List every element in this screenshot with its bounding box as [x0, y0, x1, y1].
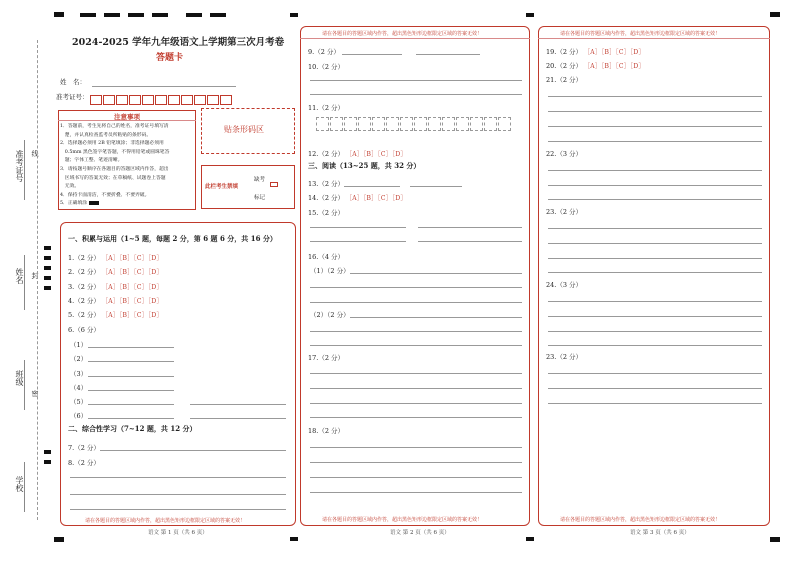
q23-label: 23.（2 分） — [546, 208, 583, 216]
answer-line[interactable] — [342, 54, 402, 55]
answer-line[interactable] — [548, 170, 762, 171]
page1-footer: 语文 第 1 页（共 6 页） — [148, 530, 208, 536]
answer-line[interactable] — [548, 345, 762, 346]
answer-line[interactable] — [344, 186, 400, 187]
answer-line[interactable] — [548, 199, 762, 200]
binding-line — [37, 40, 38, 520]
q5-options[interactable]: ［A］［B］［C］［D］ — [102, 312, 163, 319]
answer-line[interactable] — [190, 404, 286, 405]
answer-line[interactable] — [310, 94, 522, 95]
side-marker — [44, 460, 51, 464]
side-underline — [24, 140, 25, 200]
q15-label: 15.（2 分） — [308, 209, 345, 217]
answer-line[interactable] — [310, 345, 522, 346]
absent-checkbox[interactable] — [270, 182, 278, 187]
q18-label: 18.（2 分） — [308, 427, 345, 435]
side-xian: 线 — [31, 150, 39, 157]
side-mi: 密 — [31, 390, 39, 397]
answer-line[interactable] — [548, 126, 762, 127]
page-title: 2024-2025 学年九年级语文上学期第三次月考卷 — [72, 37, 285, 48]
note-item: 1．答题前，考生先将自己的姓名，准考证号填写清 — [60, 124, 169, 129]
section1-title: 一、积累与运用（1~5 题，每题 2 分，第 6 题 6 分，共 16 分） — [68, 234, 277, 243]
answer-line[interactable] — [548, 185, 762, 186]
panel3-notice-top: 请在各题目的答题区域内作答，超出黑色矩形边框限定区域的答案无效！ — [560, 31, 721, 37]
q6-sub6: （6） — [70, 412, 88, 420]
q6-sub3: （3） — [70, 370, 88, 378]
answer-line[interactable] — [310, 302, 522, 303]
answer-line[interactable] — [88, 361, 174, 362]
alignment-marker — [186, 13, 202, 17]
answer-line[interactable] — [88, 347, 174, 348]
note-item: 4．保持卡面清洁，不要折叠、不要弄破。 — [60, 192, 150, 198]
page2-footer: 语文 第 2 页（共 6 页） — [390, 530, 450, 536]
answer-line[interactable] — [70, 509, 286, 510]
alignment-marker — [526, 13, 534, 17]
side-marker — [44, 256, 51, 260]
q21-label: 21.（2 分） — [546, 76, 583, 84]
answer-line[interactable] — [310, 403, 522, 404]
q14-options[interactable]: ［A］［B］［C］［D］ — [346, 195, 407, 202]
side-xuexiao: 学校 — [15, 476, 24, 492]
note-item: 区域书写的答案无效；在草稿纸、试题卷上答题 — [60, 175, 166, 181]
answer-line[interactable] — [88, 418, 174, 419]
q2-label: 2.（2 分） — [68, 268, 100, 276]
answer-line[interactable] — [88, 404, 174, 405]
answer-panel-2 — [300, 26, 530, 526]
side-underline — [24, 360, 25, 410]
side-banji: 班级 — [15, 370, 24, 386]
answer-line[interactable] — [190, 418, 286, 419]
answer-line[interactable] — [310, 492, 522, 493]
alignment-marker — [210, 13, 226, 17]
q6-sub5: （5） — [70, 398, 88, 406]
note-item-text: 5．正确填涂 — [60, 201, 88, 207]
note-item — [60, 200, 169, 209]
answer-line[interactable] — [548, 403, 762, 404]
answer-line[interactable] — [310, 227, 406, 228]
answer-line[interactable] — [548, 96, 762, 97]
panel1-notice: 请在各题目的答题区域内作答，超出黑色矩形边框限定区域的答案无效！ — [85, 518, 246, 524]
q6-sub1: （1） — [70, 341, 88, 349]
panel-divider — [300, 38, 530, 39]
q24-label: 24.（3 分） — [546, 281, 583, 289]
alignment-marker — [104, 13, 120, 17]
alignment-marker — [54, 537, 64, 542]
q25-label: 23.（2 分） — [546, 353, 583, 361]
side-underline — [24, 462, 25, 512]
q11-label: 11.（2 分） — [308, 104, 345, 112]
q5-label: 5.（2 分） — [68, 311, 100, 319]
note-item: 无效。 — [60, 184, 80, 190]
q13-label: 13.（2 分） — [308, 180, 345, 188]
note-item: 3．请按题号顺序在各题目的答题区域内作答，超出 — [60, 166, 169, 172]
section3-title: 三、阅读（13~25 题，共 32 分） — [308, 161, 421, 170]
q16a-label: （1）（2 分） — [310, 267, 350, 275]
answer-line[interactable] — [548, 388, 762, 389]
answer-line[interactable] — [350, 317, 522, 318]
q4-options[interactable]: ［A］［B］［C］［D］ — [102, 298, 163, 305]
q7-label: 7.（2 分） — [68, 444, 100, 452]
panel-divider — [538, 38, 770, 39]
answer-line[interactable] — [310, 417, 522, 418]
q19-options[interactable]: ［A］［B］［C］［D］ — [584, 49, 645, 56]
side-xing: 姓名 — [15, 268, 24, 284]
name-label: 姓 名： — [60, 78, 86, 86]
side-marker — [44, 276, 51, 280]
answer-line[interactable] — [100, 450, 286, 451]
q3-options[interactable]: ［A］［B］［C］［D］ — [102, 284, 163, 291]
answer-line[interactable] — [88, 376, 174, 377]
alignment-marker — [152, 13, 168, 17]
q20-options[interactable]: ［A］［B］［C］［D］ — [584, 63, 645, 70]
answer-panel-3 — [538, 26, 770, 526]
section2-title: 二、综合性学习（7~12 题，共 12 分） — [68, 424, 197, 433]
answer-line[interactable] — [548, 316, 762, 317]
answer-line[interactable] — [310, 447, 522, 448]
absent-mark2: 标记 — [254, 195, 266, 201]
answer-line[interactable] — [410, 186, 462, 187]
answer-line[interactable] — [310, 388, 522, 389]
note-item: 0.5mm 黑色签字笔答题，不得用铅笔或圆珠笔答 — [60, 149, 170, 155]
notes-list — [60, 123, 169, 209]
side-feng: 封 — [31, 272, 39, 279]
q17-label: 17.（2 分） — [308, 354, 345, 362]
answer-line[interactable] — [88, 390, 174, 391]
panel2-notice: 请在各题目的答题区域内作答，超出黑色矩形边框限定区域的答案无效！ — [322, 517, 483, 523]
id-label: 准考证号： — [56, 93, 89, 101]
notes-title: 注意事项 — [114, 113, 140, 121]
side-marker — [44, 286, 51, 290]
alignment-marker — [54, 12, 64, 17]
q12-options[interactable]: ［A］［B］［C］［D］ — [346, 151, 407, 158]
absent-mark1: 缺考 — [254, 177, 266, 183]
answer-line[interactable] — [548, 141, 762, 142]
answer-line[interactable] — [418, 227, 522, 228]
q3-label: 3.（2 分） — [68, 283, 100, 291]
alignment-marker — [290, 13, 298, 17]
answer-line[interactable] — [416, 54, 480, 55]
panel3-notice: 请在各题目的答题区域内作答，超出黑色矩形边框限定区域的答案无效！ — [560, 517, 721, 523]
answer-line[interactable] — [548, 243, 762, 244]
q1-label: 1.（2 分） — [68, 254, 100, 262]
answer-line[interactable] — [548, 111, 762, 112]
answer-line[interactable] — [310, 462, 522, 463]
alignment-marker — [526, 537, 534, 541]
answer-line[interactable] — [310, 80, 522, 81]
alignment-marker — [80, 13, 96, 17]
barcode-label: 贴条形码区 — [224, 125, 264, 134]
note-item: 题；字体工整、笔迹清晰。 — [60, 158, 123, 164]
q16-label: 16.（4 分） — [308, 253, 345, 261]
q8-label: 8.（2 分） — [68, 459, 100, 467]
alignment-marker — [770, 537, 780, 542]
q6-label: 6.（6 分） — [68, 326, 100, 334]
q11-writing-grid[interactable] — [316, 116, 512, 135]
side-underline — [24, 255, 25, 310]
q19-label: 19.（2 分） — [546, 48, 583, 56]
answer-line[interactable] — [418, 241, 522, 242]
q9-label: 9.（2 分） — [308, 48, 340, 56]
answer-line[interactable] — [310, 287, 522, 288]
answer-line[interactable] — [70, 494, 286, 495]
answer-line[interactable] — [548, 373, 762, 374]
q2-options[interactable]: ［A］［B］［C］［D］ — [102, 269, 163, 276]
q10-label: 10.（2 分） — [308, 63, 345, 71]
answer-line[interactable] — [350, 273, 522, 274]
answer-line[interactable] — [70, 477, 286, 478]
q20-label: 20.（2 分） — [546, 62, 583, 70]
q12-label: 12.（2 分） — [308, 150, 345, 158]
side-marker — [44, 266, 51, 270]
side-marker — [44, 450, 51, 454]
q6-sub2: （2） — [70, 355, 88, 363]
q1-options[interactable]: ［A］［B］［C］［D］ — [102, 255, 163, 262]
panel2-notice-top: 请在各题目的答题区域内作答，超出黑色矩形边框限定区域的答案无效！ — [322, 31, 483, 37]
note-item: 2．选择题必须用 2B 铅笔填涂；非选择题必须用 — [60, 141, 164, 147]
answer-line[interactable] — [310, 373, 522, 374]
answer-line[interactable] — [310, 331, 522, 332]
answer-line[interactable] — [548, 258, 762, 259]
absent-label: 此栏考生禁填 — [205, 184, 239, 190]
q22-label: 22.（3 分） — [546, 150, 583, 158]
q4-label: 4.（2 分） — [68, 297, 100, 305]
page3-footer: 语文 第 3 页（共 6 页） — [630, 530, 690, 536]
alignment-marker — [128, 13, 144, 17]
id-boxes[interactable] — [90, 90, 233, 109]
note-item: 楚，并认真检查监考员所粘贴的条形码。 — [60, 132, 152, 138]
answer-line[interactable] — [548, 272, 762, 273]
answer-line[interactable] — [548, 228, 762, 229]
answer-line[interactable] — [310, 241, 406, 242]
answer-line[interactable] — [548, 301, 762, 302]
side-zhunkao: 准考证号 — [15, 150, 24, 182]
q14-label: 14.（2 分） — [308, 194, 345, 202]
alignment-marker — [770, 12, 780, 17]
page-subtitle: 答题卡 — [156, 53, 184, 63]
answer-line[interactable] — [310, 477, 522, 478]
notes-divider — [58, 120, 196, 121]
side-marker — [44, 246, 51, 250]
alignment-marker — [290, 537, 298, 541]
answer-line[interactable] — [548, 331, 762, 332]
name-field[interactable] — [92, 86, 236, 87]
q16b-label: （2）（2 分） — [310, 311, 350, 319]
filled-sample-icon — [89, 201, 99, 205]
q6-sub4: （4） — [70, 384, 88, 392]
